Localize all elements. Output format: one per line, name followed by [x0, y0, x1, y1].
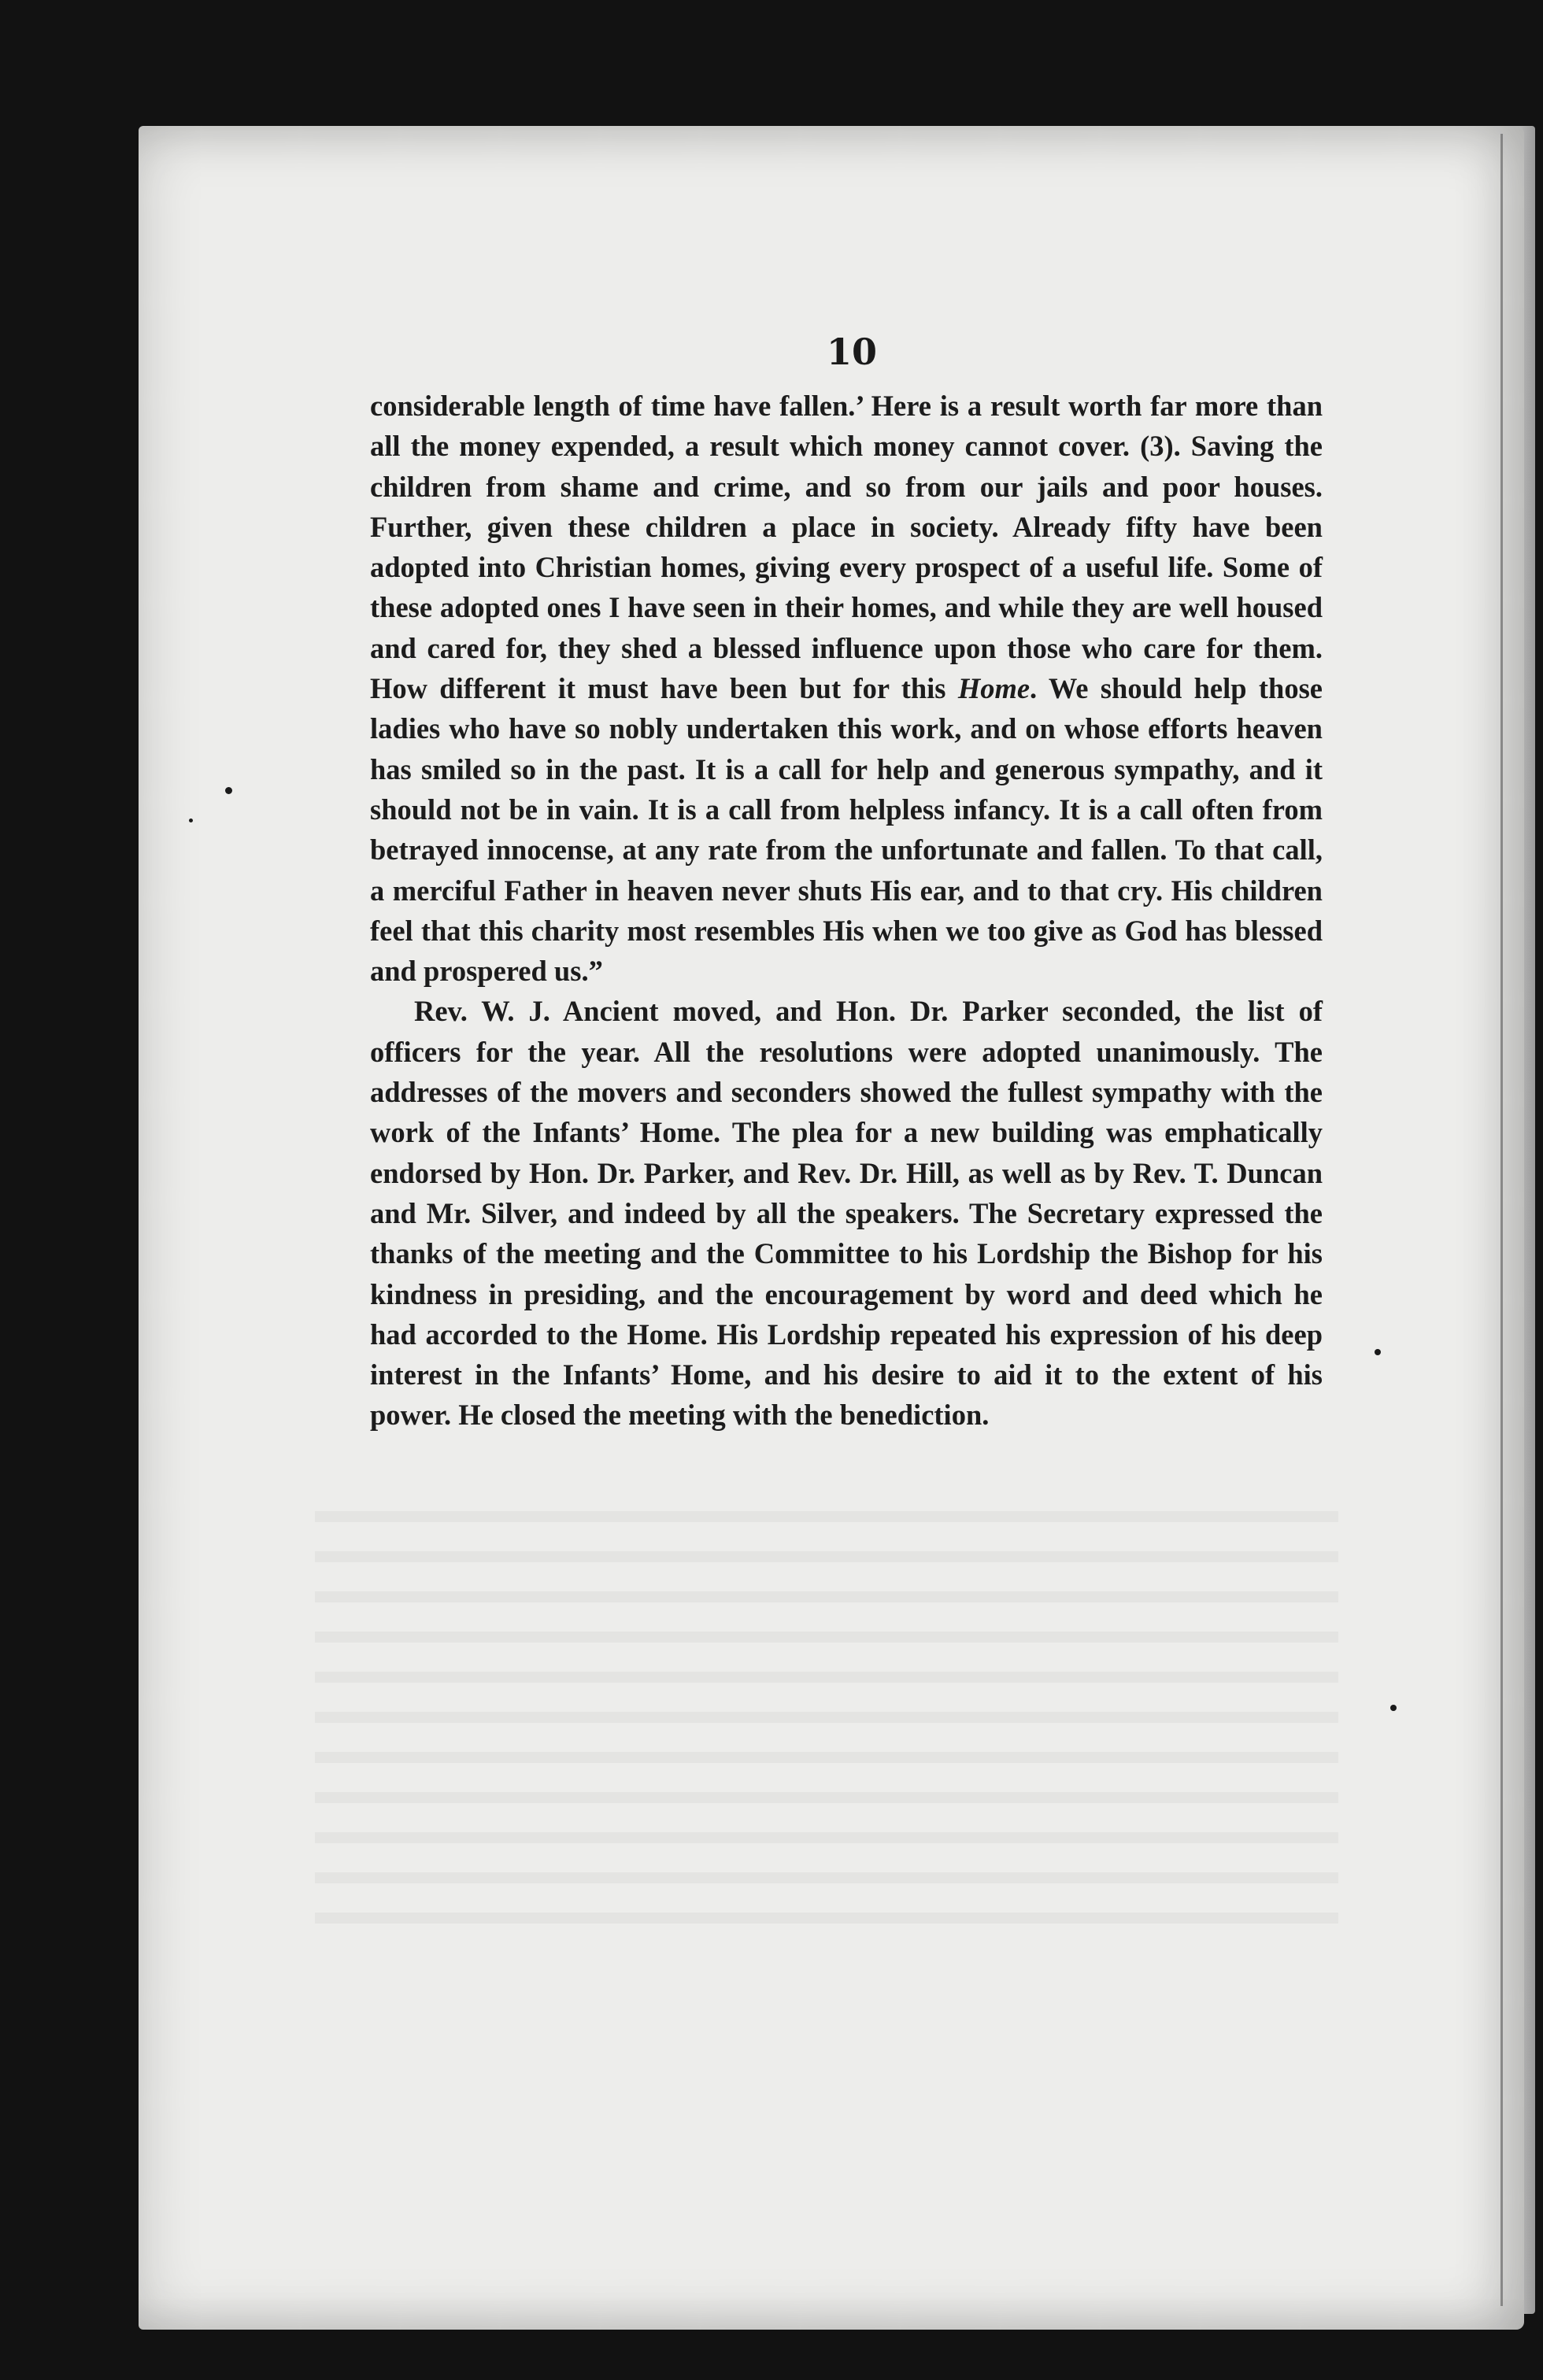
paragraph-2: Rev. W. J. Ancient moved, and Hon. Dr. Parker seconded, the list of officers for the year. All the resolutions were adopted unanimously. The addresses of the movers and seconders showed the fullest sympathy with the work of the Infants’ Home. The plea for a new building was emphatically endorsed by Hon. Dr. Parker, and Rev. Dr. Hill, as well as by Rev. T. Duncan and Mr. Silver, and indeed by all the speakers. The Secretary expressed the thanks of the meeting and the Committee to his Lordship the Bishop for his kindness in presiding, and the encouragement by word and deed which he had accorded to the Home. His Lordship repeated his expression of his deep interest in the Infants’ Home, and his desire to aid it to the extent of his power. He closed the meeting with the benediction. [370, 995, 1323, 1432]
page-fold-line [1500, 134, 1503, 2306]
dust-speck [189, 819, 193, 822]
paragraph-1-start: co [370, 390, 398, 422]
paragraph-1-italic-home: Home [957, 672, 1031, 705]
dust-speck [1390, 1705, 1397, 1711]
page-number: 10 [827, 331, 878, 373]
paragraph-1-text-a: nsiderable length of time have fallen.’ Here is a result worth far more than all the money expended, a result which money cannot cover. (3). Saving the children from shame and crime, and so from our jails and poor houses. Further, given these children a place in society. Already fifty have been adopted into Christian homes, giving every prospect of a useful life. Some of these adopted ones I have seen in their homes, and while they are well housed and cared for, they shed a blessed influence upon those who care for them. How different it must have been but for this [370, 390, 1323, 705]
paragraph-1 [370, 386, 1323, 991]
body-text [370, 386, 1323, 1436]
dust-speck [1375, 1349, 1381, 1355]
dust-speck [225, 787, 232, 794]
show-through-text-texture [315, 1511, 1338, 1952]
paragraph-1-text-b: . We should help those ladies who have so nobly undertaken this work, and on whose efforts heaven has smiled so in the past. It is a call for help and generous sympathy, and it should not be in vain. It is a call from helpless infancy. It is a call often from betrayed innocense, at any rate from the unfortunate and fallen. To that call, a merciful Father in heaven never shuts His ear, and to that cry. His children feel that this charity most resembles His when we too give as God has blessed and prospered us.” [370, 672, 1323, 988]
